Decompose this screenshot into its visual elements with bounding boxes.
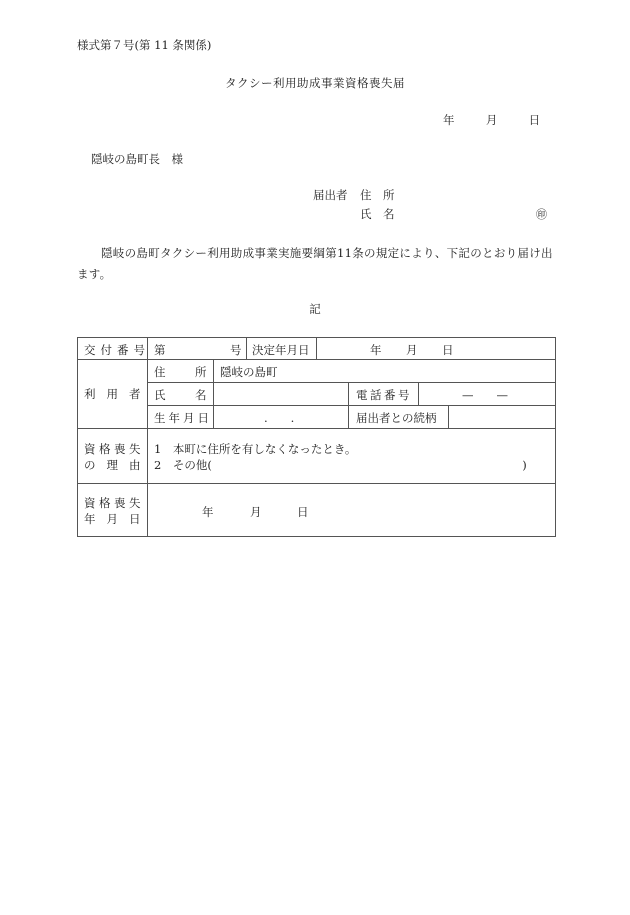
form-number: 様式第７号(第 11 条関係)	[77, 38, 212, 52]
applicant-address-label: 住 所	[360, 188, 395, 202]
form-table	[77, 337, 556, 537]
relation-label: 届出者との続柄	[356, 411, 437, 425]
applicant-label: 届出者	[313, 188, 348, 202]
ki-heading: 記	[309, 302, 321, 316]
reason-label-2: の理由	[84, 458, 152, 472]
name-field[interactable]	[220, 386, 344, 404]
day-label: 日	[528, 113, 541, 127]
loss-date-label-1: 資格喪失	[84, 496, 144, 510]
col-divider	[316, 338, 317, 359]
submission-date	[443, 112, 540, 128]
body-paragraph: 隠岐の島町タクシー利用助成事業実施要綱第11条の規定により、下記のとおり届け出ます。	[77, 246, 553, 281]
name-label-2: 名	[195, 388, 207, 402]
col-divider	[246, 338, 247, 359]
issue-number-label	[84, 342, 150, 358]
col-divider	[418, 382, 419, 405]
phone-label: 電話番号	[356, 388, 412, 402]
address-label-2: 所	[195, 365, 207, 379]
loss-month[interactable]: 月	[250, 505, 262, 519]
issue-number-suffix: 号	[230, 343, 242, 357]
row-divider	[78, 483, 555, 484]
month-label: 月	[485, 113, 498, 127]
birthdate-label: 生年月日	[154, 411, 212, 425]
col-divider	[448, 405, 449, 428]
issue-number-label-text: 交付番号	[84, 343, 150, 357]
col-divider	[213, 359, 214, 428]
name-label-1: 氏	[154, 388, 166, 402]
birthdate-value[interactable]: . .	[264, 411, 295, 425]
reason-label-1: 資格喪失	[84, 442, 144, 456]
row-divider	[78, 428, 555, 429]
loss-date-label-2: 年月日	[84, 512, 152, 526]
decision-year[interactable]: 年	[370, 343, 382, 357]
address-value[interactable]: 隠岐の島町	[220, 365, 278, 379]
loss-day[interactable]: 日	[297, 505, 309, 519]
row-divider	[148, 405, 555, 406]
seal-mark: ㊞	[536, 208, 547, 221]
col-divider	[348, 382, 349, 428]
address-label-1: 住	[154, 365, 166, 379]
issue-number-prefix: 第	[154, 343, 166, 357]
decision-day[interactable]: 日	[442, 343, 454, 357]
addressee: 隠岐の島町長 様	[91, 152, 183, 166]
decision-month[interactable]: 月	[406, 343, 418, 357]
applicant-name-label: 氏 名	[360, 207, 395, 221]
document-title: タクシー利用助成事業資格喪失届	[225, 76, 405, 90]
loss-year[interactable]: 年	[202, 505, 214, 519]
row-divider	[148, 382, 555, 383]
relation-field[interactable]	[454, 408, 550, 426]
phone-value[interactable]: — —	[462, 388, 508, 402]
decision-date-label: 決定年月日	[252, 343, 310, 357]
year-label: 年	[443, 113, 455, 127]
user-label: 利用者	[84, 387, 152, 401]
reason-option-1[interactable]: 1 本町に住所を有しなくなったとき。	[154, 442, 357, 456]
row-divider	[78, 359, 555, 360]
col-divider	[147, 338, 148, 536]
reason-option-2[interactable]: 2 その他( )	[154, 458, 527, 472]
